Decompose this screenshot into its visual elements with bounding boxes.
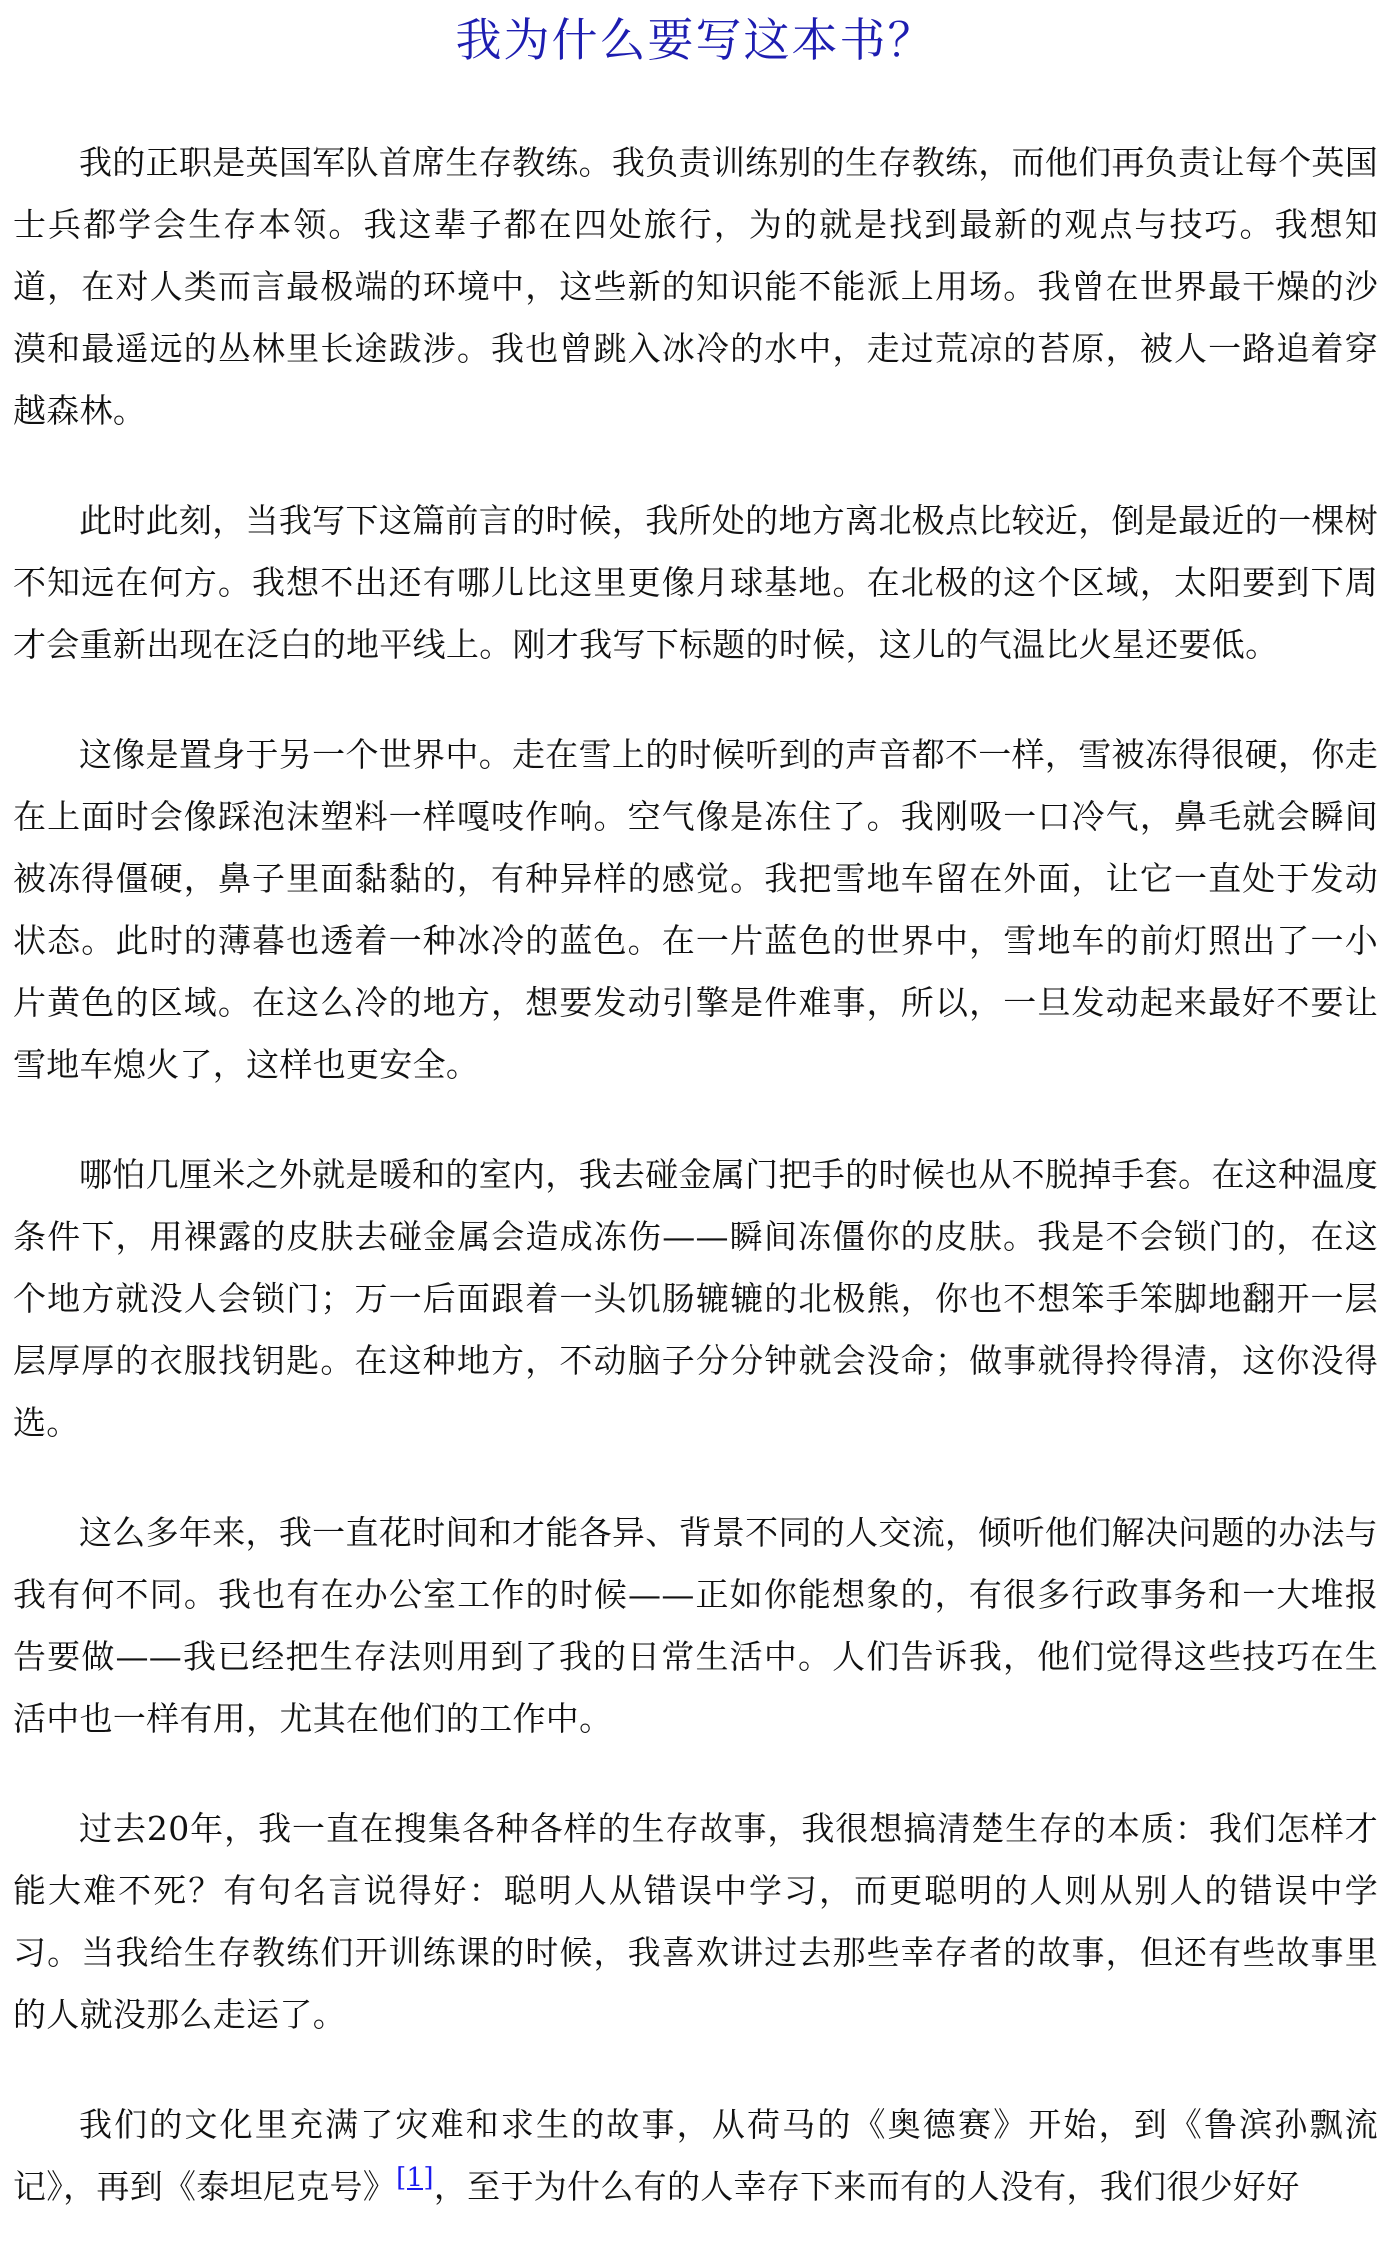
document-page [13, 0, 1378, 2266]
paragraph-7-text-after: ，至于为什么有的人幸存下来而有的人没有，我们很少好好 [433, 2167, 1300, 2206]
document-body [13, 132, 1378, 2218]
paragraph-2: 此时此刻，当我写下这篇前言的时候，我所处的地方离北极点比较近，倒是最近的一棵树不知远在何方。我想不出还有哪儿比这里更像月球基地。在北极的这个区域，太阳要到下周才会重新出现在泛白的地平线上。刚才我写下标题的时候，这儿的气温比火星还要低。 [13, 501, 1378, 664]
paragraph-4: 哪怕几厘米之外就是暖和的室内，我去碰金属门把手的时候也从不脱掉手套。在这种温度条件下，用裸露的皮肤去碰金属会造成冻伤——瞬间冻僵你的皮肤。我是不会锁门的，在这个地方就没人会锁门；万一后面跟着一头饥肠辘辘的北极熊，你也不想笨手笨脚地翻开一层层厚厚的衣服找钥匙。在这种地方，不动脑子分分钟就会没命；做事就得拎得清，这你没得选。 [13, 1155, 1378, 1442]
page-title: 我为什么要写这本书？ [455, 13, 936, 67]
footnote-link[interactable]: [1] [396, 2163, 434, 2193]
paragraph-6: 过去20年，我一直在搜集各种各样的生存故事，我很想搞清楚生存的本质：我们怎样才能大难不死？有句名言说得好：聪明人从错误中学习，而更聪明的人则从别人的错误中学习。当我给生存教练们开训练课的时候，我喜欢讲过去那些幸存者的故事，但还有些故事里的人就没那么走运了。 [13, 1809, 1378, 2034]
paragraph-3: 这像是置身于另一个世界中。走在雪上的时候听到的声音都不一样，雪被冻得很硬，你走在上面时会像踩泡沫塑料一样嘎吱作响。空气像是冻住了。我刚吸一口冷气，鼻毛就会瞬间被冻得僵硬，鼻子里面黏黏的，有种异样的感觉。我把雪地车留在外面，让它一直处于发动状态。此时的薄暮也透着一种冰冷的蓝色。在一片蓝色的世界中，雪地车的前灯照出了一小片黄色的区域。在这么冷的地方，想要发动引擎是件难事，所以，一旦发动起来最好不要让雪地车熄火了，这样也更安全。 [13, 735, 1378, 1084]
paragraph-7 [13, 2094, 1378, 2218]
paragraph-5: 这么多年来，我一直花时间和才能各异、背景不同的人交流，倾听他们解决问题的办法与我有何不同。我也有在办公室工作的时候——正如你能想象的，有很多行政事务和一大堆报告要做——我已经把生存法则用到了我的日常生活中。人们告诉我，他们觉得这些技巧在生活中也一样有用，尤其在他们的工作中。 [13, 1513, 1378, 1738]
paragraph-1: 我的正职是英国军队首席生存教练。我负责训练别的生存教练，而他们再负责让每个英国士兵都学会生存本领。我这辈子都在四处旅行，为的就是找到最新的观点与技巧。我想知道，在对人类而言最极端的环境中，这些新的知识能不能派上用场。我曾在世界最干燥的沙漠和最遥远的丛林里长途跋涉。我也曾跳入冰冷的水中，走过荒凉的苔原，被人一路追着穿越森林。 [13, 143, 1378, 430]
paragraph-7-text-before: 我们的文化里充满了灾难和求生的故事，从荷马的《奥德赛》开始，到《鲁滨孙飘流记》，再到《泰坦尼克号》 [13, 2105, 1378, 2206]
